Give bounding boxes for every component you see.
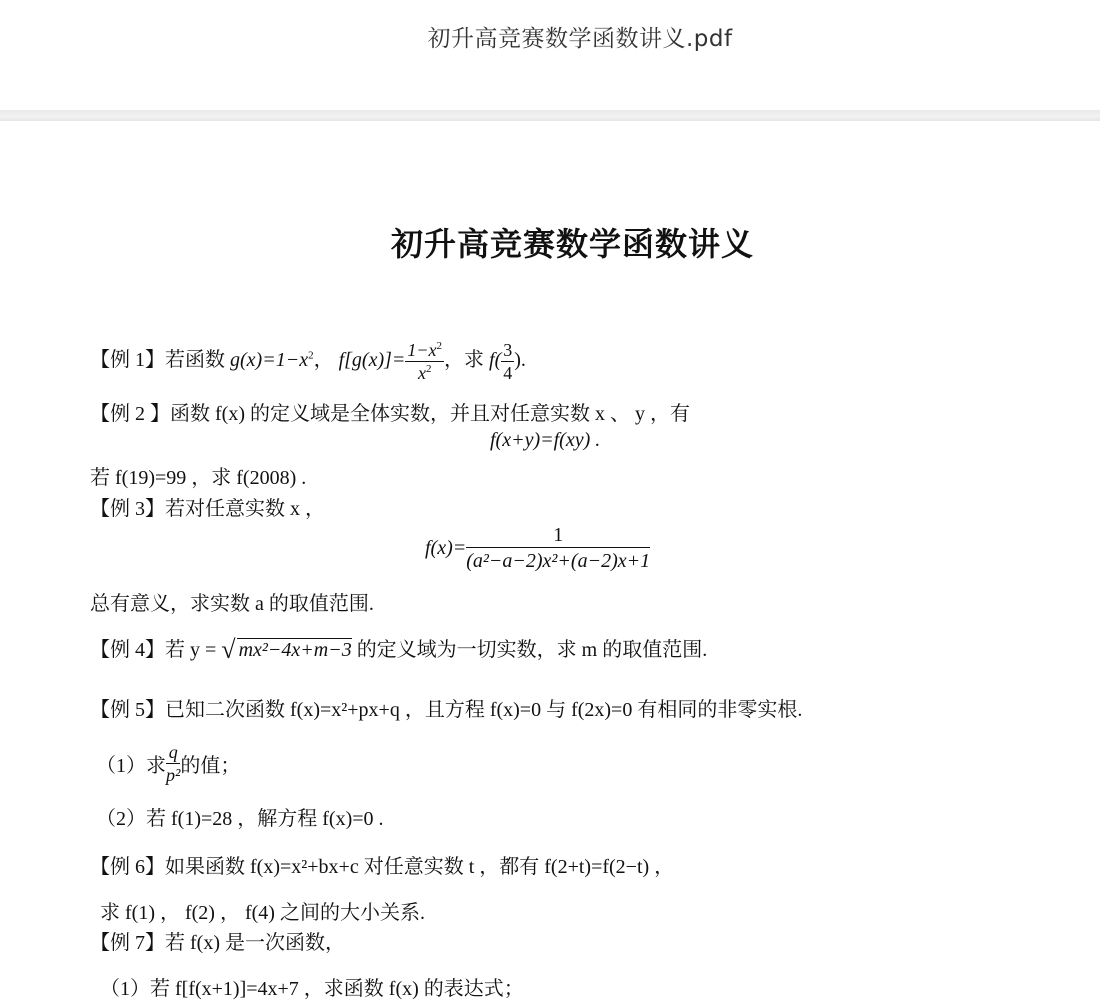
- document-title: 初升高竞赛数学函数讲义: [390, 225, 754, 263]
- example-6-label: 【例 6】: [90, 856, 165, 878]
- example-2-text: 函数 f(x) 的定义域是全体实数，并且对任意实数 x 、 y ，有: [170, 403, 690, 425]
- example-2: [90, 397, 690, 426]
- example-1: [90, 339, 526, 384]
- sqrt-expression: mx²−4x+m−3: [238, 639, 352, 661]
- example-5-part-2: （2）若 f(1)=28 ，解方程 f(x)=0 .: [96, 808, 384, 830]
- example-5-label: 【例 5】: [90, 699, 165, 721]
- document-filename: 初升高竞赛数学函数讲义.pdf: [427, 26, 733, 52]
- example-3-label: 【例 3】: [90, 498, 165, 520]
- example-7: [90, 926, 345, 955]
- example-4-label: 【例 4】: [90, 639, 165, 661]
- exp: 2: [308, 349, 314, 362]
- example-7-part-1: （1）若 f[f(x+1)]=4x+7 ，求函数 f(x) 的表达式；: [100, 978, 524, 1000]
- example-7-label: 【例 7】: [90, 932, 165, 954]
- example-4-text2: 的定义域为一切实数，求 m 的取值范围.: [356, 639, 708, 661]
- part-1-label: （1）求: [96, 755, 166, 777]
- example-1-label: 【例 1】: [90, 349, 165, 372]
- example-2-question: 若 f(19)=99 ，求 f(2008) .: [90, 467, 307, 489]
- example-4: [90, 633, 707, 665]
- exp: 2: [436, 340, 443, 352]
- example-1-fg: f[g(x)]=: [338, 349, 406, 372]
- example-5: [90, 693, 802, 722]
- example-3-tail: 总有意义，求实数 a 的取值范围.: [90, 593, 374, 615]
- example-1-text2: ，求: [444, 349, 485, 372]
- example-3-text: 若对任意实数 x ，: [165, 498, 325, 520]
- part-1-tail: 的值；: [180, 755, 241, 777]
- q-over-p2: [166, 741, 180, 786]
- f-close: ).: [514, 349, 526, 372]
- example-4-text: 若 y =: [165, 639, 217, 661]
- example-1-fraction: [405, 339, 444, 384]
- example-1-text: 若函数: [165, 349, 225, 372]
- sqrt-sign: √: [221, 635, 236, 664]
- example-6-text: 如果函数 f(x)=x²+bx+c 对任意实数 t ，都有 f(2+t)=f(2−t) ，: [165, 856, 675, 878]
- example-6: [90, 850, 674, 879]
- frac-num: 1−x: [407, 340, 437, 360]
- example-2-label: 【例 2 】: [90, 403, 170, 425]
- pdf-page: [0, 121, 1100, 1000]
- example-6-question: 求 f(1) ， f(2) ， f(4) 之间的大小关系.: [100, 902, 425, 924]
- frac-num: 1: [466, 523, 650, 548]
- example-3: [90, 492, 325, 521]
- example-1-gx: g(x)=1−x: [230, 349, 309, 372]
- q-den: 4: [503, 363, 513, 383]
- frac-den: x: [417, 363, 426, 383]
- equation-lhs: f(x)=: [425, 537, 467, 559]
- viewer-header: [0, 0, 1100, 110]
- frac-den: p²: [166, 765, 181, 785]
- header-divider: [0, 110, 1100, 121]
- frac-den: (a²−a−2)x²+(a−2)x+1: [466, 550, 651, 572]
- example-5-part-1: [96, 741, 240, 786]
- example-3-equation: [425, 523, 650, 574]
- example-7-text: 若 f(x) 是一次函数，: [165, 932, 345, 954]
- example-3-fraction: [466, 523, 650, 574]
- frac-num: q: [166, 741, 180, 764]
- q-num: 3: [503, 340, 513, 360]
- comma: ，: [313, 349, 334, 372]
- exp: 2: [425, 363, 432, 375]
- f-open: f(: [489, 349, 502, 372]
- example-5-text: 已知二次函数 f(x)=x²+px+q ，且方程 f(x)=0 与 f(2x)=0 有相同的非零实根.: [165, 699, 803, 721]
- three-quarters: [501, 339, 514, 384]
- example-2-equation: f(x+y)=f(xy) .: [490, 429, 601, 451]
